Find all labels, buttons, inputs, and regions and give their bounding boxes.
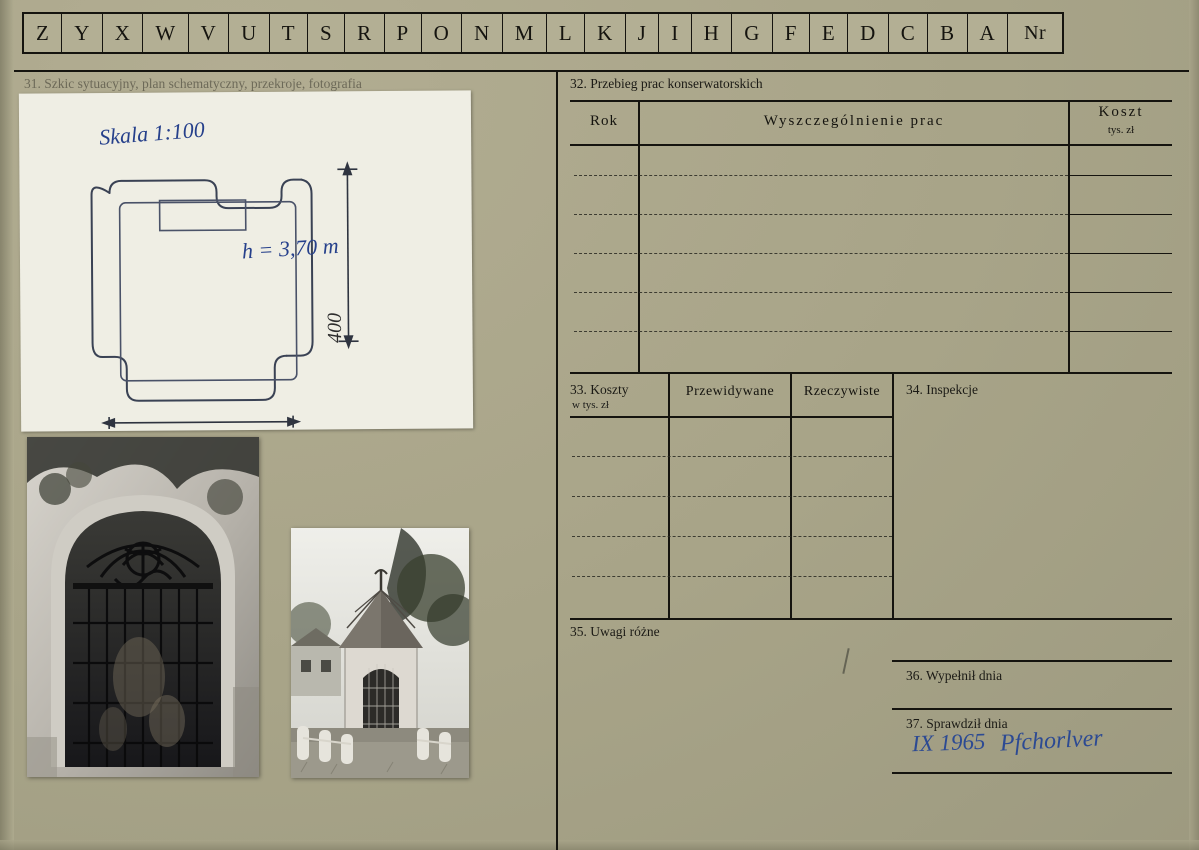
alpha-cell-F[interactable]: F xyxy=(773,14,810,52)
table-32-top-rule xyxy=(570,100,1172,102)
rule-under-index xyxy=(14,70,1189,72)
rule-center-vertical xyxy=(556,70,558,850)
table-32-row-rule[interactable] xyxy=(574,214,1068,215)
table-32-row-rule-koszt[interactable] xyxy=(1068,175,1172,176)
sketch-depth-dimension: 400 xyxy=(323,312,347,343)
table-32-header-koszt: Koszt xyxy=(1098,104,1144,120)
alpha-cell-G[interactable]: G xyxy=(732,14,773,52)
section-35-title: Uwagi różne xyxy=(590,624,660,639)
alpha-cell-C[interactable]: C xyxy=(889,14,928,52)
alpha-cell-O[interactable]: O xyxy=(422,14,463,52)
section-36-top-rule xyxy=(892,660,1172,662)
alpha-cell-I[interactable]: I xyxy=(659,14,691,52)
section-33-title: Koszty xyxy=(590,382,629,397)
alpha-cell-L[interactable]: L xyxy=(547,14,585,52)
section-37-date-handwritten[interactable]: IX 1965 xyxy=(911,728,986,757)
alpha-cell-Z[interactable]: Z xyxy=(24,14,62,52)
section-34-value[interactable] xyxy=(906,404,1166,654)
table-32-row-rule[interactable] xyxy=(574,292,1068,293)
table-32-row-rule-koszt[interactable] xyxy=(1068,214,1172,215)
table-32-row-rule-koszt[interactable] xyxy=(1068,292,1172,293)
section-37-number: 37. xyxy=(906,716,923,731)
sketch-height-note: h = 3,70 m xyxy=(241,232,340,264)
photo-2-graphic xyxy=(291,528,469,778)
section-36-number: 36. xyxy=(906,668,923,683)
section-34-number: 34. xyxy=(906,382,923,397)
alpha-cell-X[interactable]: X xyxy=(103,14,144,52)
section-36-label xyxy=(906,668,1002,684)
card-left-edge xyxy=(0,0,14,850)
photo-chapel-exterior xyxy=(291,528,469,778)
section-32-label xyxy=(570,76,763,92)
alpha-cell-W[interactable]: W xyxy=(143,14,188,52)
card-bottom-edge xyxy=(0,840,1199,850)
alpha-cell-M[interactable]: M xyxy=(503,14,547,52)
section-34-label xyxy=(906,382,978,398)
alpha-cell-A[interactable]: A xyxy=(968,14,1009,52)
alpha-cell-P[interactable]: P xyxy=(385,14,422,52)
section-37-bottom-rule xyxy=(892,772,1172,774)
alpha-cell-nr[interactable]: Nr xyxy=(1024,21,1047,44)
table-32-header-koszt-sub: tys. zł xyxy=(1107,124,1135,136)
section-33-label xyxy=(570,382,629,398)
table-33-header-przewidywane: Przewidywane xyxy=(685,384,775,399)
section-35-number: 35. xyxy=(570,624,587,639)
table-33-row-rule[interactable] xyxy=(572,536,892,537)
table-32-row-rule[interactable] xyxy=(574,331,1068,332)
table-33-row-rule[interactable] xyxy=(572,576,892,577)
alpha-cell-J[interactable]: J xyxy=(626,14,660,52)
alpha-cell-E[interactable]: E xyxy=(810,14,848,52)
table-33-header-rule xyxy=(570,416,894,418)
table-32-header-rule xyxy=(570,144,1172,146)
table-32-row-rule[interactable] xyxy=(574,175,1068,176)
card-right-edge xyxy=(1189,0,1199,850)
table-33-row-rule[interactable] xyxy=(572,456,892,457)
section-36-value[interactable] xyxy=(906,688,1156,704)
alpha-cell-D[interactable]: D xyxy=(848,14,889,52)
alpha-cell-H[interactable]: H xyxy=(692,14,733,52)
table-32-row-rule-koszt[interactable] xyxy=(1068,253,1172,254)
section-37-top-rule xyxy=(892,708,1172,710)
alpha-cell-U[interactable]: U xyxy=(229,14,270,52)
section-33-sub: w tys. zł xyxy=(572,399,609,411)
section-31-number: 31. xyxy=(24,76,41,91)
section-33-number: 33. xyxy=(570,382,587,397)
section-32-title: Przebieg prac konserwatorskich xyxy=(590,76,763,91)
section-37-signature[interactable]: Pfchorlver xyxy=(999,725,1104,757)
section-32-number: 32. xyxy=(570,76,587,91)
alpha-cell-N[interactable]: N xyxy=(462,14,503,52)
table-32-row-rule-koszt[interactable] xyxy=(1068,331,1172,332)
section-36-title: Wypełnił dnia xyxy=(926,668,1003,683)
photo-chapel-interior-grille xyxy=(27,437,259,777)
table-32-row-rule[interactable] xyxy=(574,253,1068,254)
table-33-row-rule[interactable] xyxy=(572,496,892,497)
alpha-cell-S[interactable]: S xyxy=(308,14,345,52)
table-32-bottom-rule xyxy=(570,372,1172,374)
section-31-title: Szkic sytuacyjny, plan schematyczny, przekroje, fotografia xyxy=(44,76,362,91)
photo-1-graphic xyxy=(27,437,259,777)
alpha-cell-B[interactable]: B xyxy=(928,14,967,52)
section-37-title: Sprawdził dnia xyxy=(926,716,1008,731)
table-32-header-rok: Rok xyxy=(589,113,618,129)
alphabet-index-strip xyxy=(22,12,1064,54)
section-35-label xyxy=(570,624,660,640)
section-34-title: Inspekcje xyxy=(926,382,978,397)
table-33-right-rule xyxy=(892,374,894,618)
alpha-cell-K[interactable]: K xyxy=(585,14,626,52)
table-33-header-rzeczywiste: Rzeczywiste xyxy=(803,384,881,399)
table-32-header-prace: Wyszczególnienie prac xyxy=(763,113,945,129)
alpha-cell-T[interactable]: T xyxy=(270,14,308,52)
situational-sketch xyxy=(19,90,473,431)
alpha-cell-V[interactable]: V xyxy=(189,14,230,52)
alpha-cell-Y[interactable]: Y xyxy=(62,14,103,52)
alpha-cell-R[interactable]: R xyxy=(345,14,384,52)
sketch-scale-note: Skala 1:100 xyxy=(98,116,206,150)
